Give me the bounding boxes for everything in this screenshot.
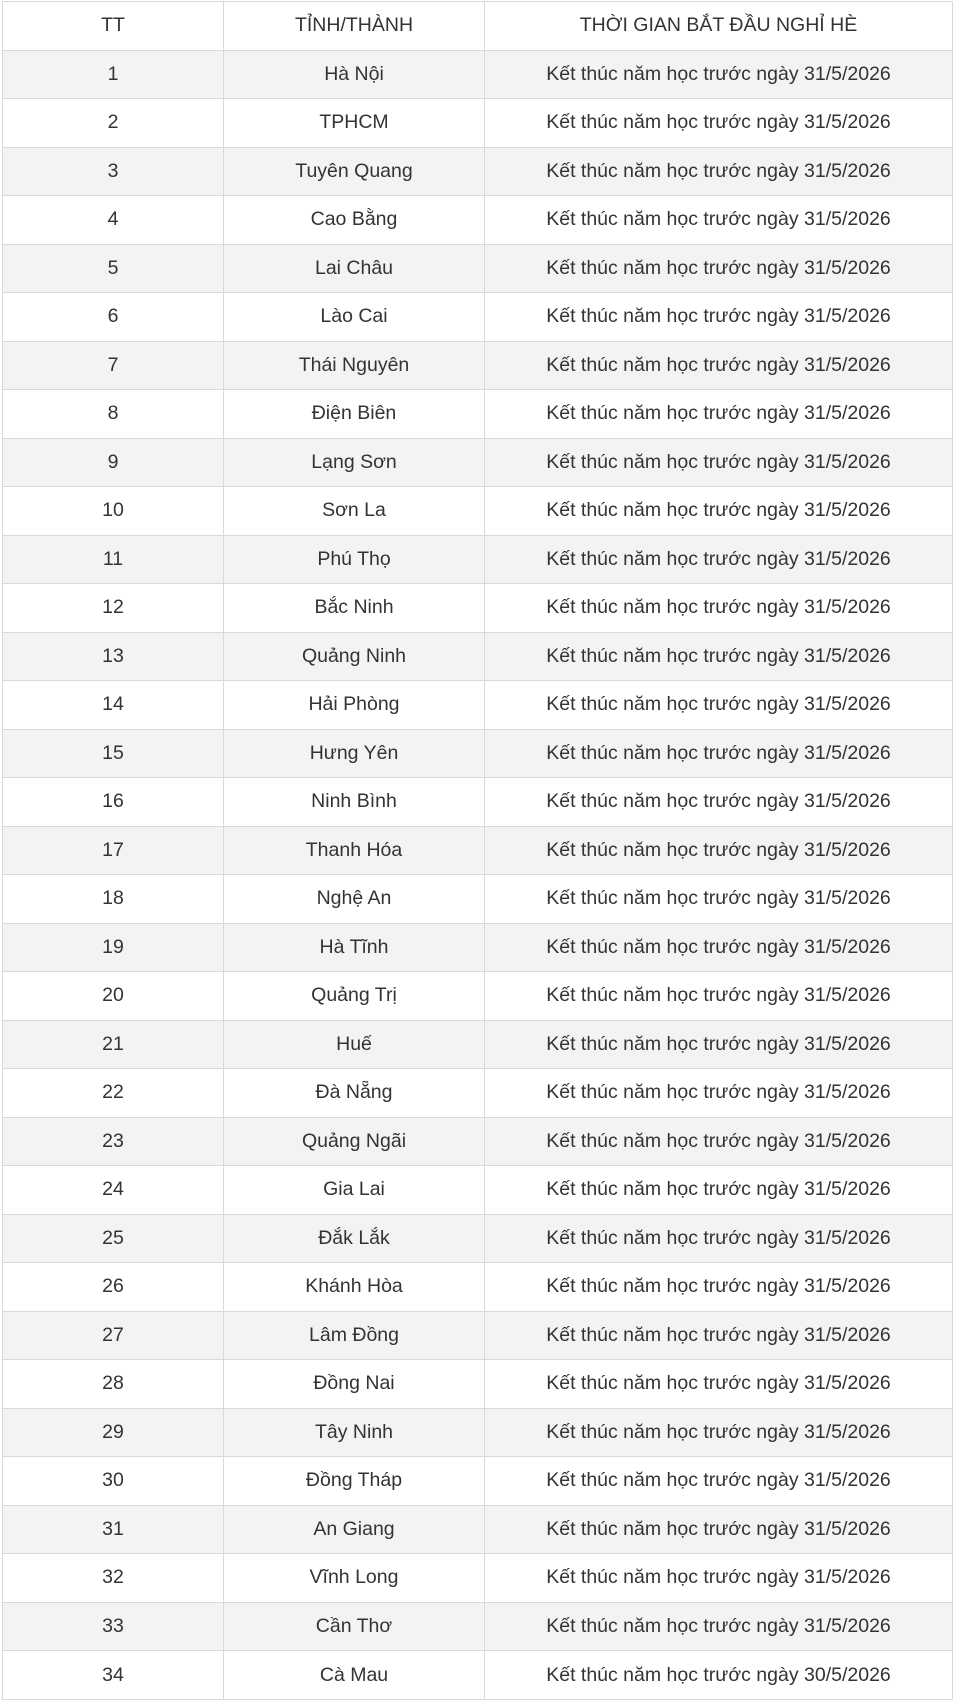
cell-province: Cần Thơ xyxy=(224,1602,485,1651)
cell-tt: 9 xyxy=(3,438,224,487)
cell-tt: 17 xyxy=(3,826,224,875)
cell-tt: 16 xyxy=(3,778,224,827)
cell-tt: 30 xyxy=(3,1457,224,1506)
cell-start-time: Kết thúc năm học trước ngày 31/5/2026 xyxy=(485,1602,953,1651)
cell-tt: 26 xyxy=(3,1263,224,1312)
cell-tt: 28 xyxy=(3,1360,224,1409)
cell-tt: 15 xyxy=(3,729,224,778)
cell-province: Lạng Sơn xyxy=(224,438,485,487)
cell-province: Quảng Ninh xyxy=(224,632,485,681)
table-row xyxy=(3,99,953,148)
cell-tt: 14 xyxy=(3,681,224,730)
table-row xyxy=(3,826,953,875)
cell-start-time: Kết thúc năm học trước ngày 31/5/2026 xyxy=(485,50,953,99)
table-row xyxy=(3,535,953,584)
cell-tt: 10 xyxy=(3,487,224,536)
table-row xyxy=(3,1408,953,1457)
cell-province: Vĩnh Long xyxy=(224,1554,485,1603)
cell-province: Hưng Yên xyxy=(224,729,485,778)
cell-start-time: Kết thúc năm học trước ngày 31/5/2026 xyxy=(485,1554,953,1603)
cell-province: Đồng Tháp xyxy=(224,1457,485,1506)
table-row xyxy=(3,1457,953,1506)
header-row xyxy=(3,2,953,51)
cell-start-time: Kết thúc năm học trước ngày 31/5/2026 xyxy=(485,1457,953,1506)
table-row xyxy=(3,1117,953,1166)
cell-start-time: Kết thúc năm học trước ngày 31/5/2026 xyxy=(485,1020,953,1069)
cell-tt: 29 xyxy=(3,1408,224,1457)
table-row xyxy=(3,1166,953,1215)
cell-tt: 2 xyxy=(3,99,224,148)
table-row xyxy=(3,1311,953,1360)
table-row xyxy=(3,1505,953,1554)
cell-tt: 4 xyxy=(3,196,224,245)
cell-province: Quảng Ngãi xyxy=(224,1117,485,1166)
table-row xyxy=(3,972,953,1021)
cell-province: Quảng Trị xyxy=(224,972,485,1021)
cell-province: Tuyên Quang xyxy=(224,147,485,196)
cell-start-time: Kết thúc năm học trước ngày 31/5/2026 xyxy=(485,729,953,778)
cell-start-time: Kết thúc năm học trước ngày 31/5/2026 xyxy=(485,778,953,827)
cell-start-time: Kết thúc năm học trước ngày 30/5/2026 xyxy=(485,1651,953,1700)
table-row xyxy=(3,50,953,99)
cell-tt: 34 xyxy=(3,1651,224,1700)
cell-province: An Giang xyxy=(224,1505,485,1554)
cell-province: Cao Bằng xyxy=(224,196,485,245)
table-row xyxy=(3,147,953,196)
table-row xyxy=(3,196,953,245)
table-body xyxy=(3,50,953,1700)
cell-tt: 12 xyxy=(3,584,224,633)
cell-start-time: Kết thúc năm học trước ngày 31/5/2026 xyxy=(485,584,953,633)
cell-province: TPHCM xyxy=(224,99,485,148)
cell-start-time: Kết thúc năm học trước ngày 31/5/2026 xyxy=(485,632,953,681)
cell-tt: 18 xyxy=(3,875,224,924)
cell-province: Lai Châu xyxy=(224,244,485,293)
cell-start-time: Kết thúc năm học trước ngày 31/5/2026 xyxy=(485,1505,953,1554)
cell-tt: 32 xyxy=(3,1554,224,1603)
cell-province: Thái Nguyên xyxy=(224,341,485,390)
cell-province: Bắc Ninh xyxy=(224,584,485,633)
cell-tt: 7 xyxy=(3,341,224,390)
cell-province: Lào Cai xyxy=(224,293,485,342)
cell-province: Hà Nội xyxy=(224,50,485,99)
cell-province: Nghệ An xyxy=(224,875,485,924)
cell-tt: 25 xyxy=(3,1214,224,1263)
cell-start-time: Kết thúc năm học trước ngày 31/5/2026 xyxy=(485,438,953,487)
cell-tt: 5 xyxy=(3,244,224,293)
table-row xyxy=(3,1602,953,1651)
cell-tt: 3 xyxy=(3,147,224,196)
cell-start-time: Kết thúc năm học trước ngày 31/5/2026 xyxy=(485,923,953,972)
cell-province: Sơn La xyxy=(224,487,485,536)
cell-start-time: Kết thúc năm học trước ngày 31/5/2026 xyxy=(485,1117,953,1166)
cell-tt: 23 xyxy=(3,1117,224,1166)
header-tt: TT xyxy=(3,2,224,51)
cell-start-time: Kết thúc năm học trước ngày 31/5/2026 xyxy=(485,1311,953,1360)
cell-start-time: Kết thúc năm học trước ngày 31/5/2026 xyxy=(485,1214,953,1263)
table-row xyxy=(3,1651,953,1700)
table-row xyxy=(3,1554,953,1603)
cell-tt: 13 xyxy=(3,632,224,681)
table-row xyxy=(3,390,953,439)
cell-tt: 21 xyxy=(3,1020,224,1069)
cell-province: Tây Ninh xyxy=(224,1408,485,1457)
header-province: TỈNH/THÀNH xyxy=(224,2,485,51)
cell-province: Cà Mau xyxy=(224,1651,485,1700)
cell-province: Khánh Hòa xyxy=(224,1263,485,1312)
cell-tt: 33 xyxy=(3,1602,224,1651)
cell-start-time: Kết thúc năm học trước ngày 31/5/2026 xyxy=(485,99,953,148)
cell-start-time: Kết thúc năm học trước ngày 31/5/2026 xyxy=(485,681,953,730)
cell-tt: 31 xyxy=(3,1505,224,1554)
cell-province: Phú Thọ xyxy=(224,535,485,584)
cell-province: Ninh Bình xyxy=(224,778,485,827)
table-row xyxy=(3,681,953,730)
cell-tt: 20 xyxy=(3,972,224,1021)
cell-tt: 24 xyxy=(3,1166,224,1215)
cell-tt: 27 xyxy=(3,1311,224,1360)
header-start-time: THỜI GIAN BẮT ĐẦU NGHỈ HÈ xyxy=(485,2,953,51)
table-row xyxy=(3,1069,953,1118)
table-row xyxy=(3,1214,953,1263)
table-row xyxy=(3,487,953,536)
cell-start-time: Kết thúc năm học trước ngày 31/5/2026 xyxy=(485,972,953,1021)
cell-tt: 22 xyxy=(3,1069,224,1118)
cell-start-time: Kết thúc năm học trước ngày 31/5/2026 xyxy=(485,244,953,293)
cell-tt: 19 xyxy=(3,923,224,972)
cell-start-time: Kết thúc năm học trước ngày 31/5/2026 xyxy=(485,196,953,245)
cell-province: Đắk Lắk xyxy=(224,1214,485,1263)
cell-start-time: Kết thúc năm học trước ngày 31/5/2026 xyxy=(485,293,953,342)
cell-province: Điện Biên xyxy=(224,390,485,439)
cell-start-time: Kết thúc năm học trước ngày 31/5/2026 xyxy=(485,875,953,924)
table-row xyxy=(3,244,953,293)
cell-start-time: Kết thúc năm học trước ngày 31/5/2026 xyxy=(485,1069,953,1118)
cell-start-time: Kết thúc năm học trước ngày 31/5/2026 xyxy=(485,826,953,875)
summer-break-table xyxy=(2,1,953,1700)
cell-start-time: Kết thúc năm học trước ngày 31/5/2026 xyxy=(485,1408,953,1457)
cell-start-time: Kết thúc năm học trước ngày 31/5/2026 xyxy=(485,1360,953,1409)
table-row xyxy=(3,341,953,390)
cell-tt: 11 xyxy=(3,535,224,584)
table-row xyxy=(3,438,953,487)
cell-start-time: Kết thúc năm học trước ngày 31/5/2026 xyxy=(485,390,953,439)
cell-tt: 8 xyxy=(3,390,224,439)
cell-start-time: Kết thúc năm học trước ngày 31/5/2026 xyxy=(485,147,953,196)
cell-province: Hải Phòng xyxy=(224,681,485,730)
table-row xyxy=(3,632,953,681)
cell-start-time: Kết thúc năm học trước ngày 31/5/2026 xyxy=(485,341,953,390)
table-row xyxy=(3,293,953,342)
cell-tt: 1 xyxy=(3,50,224,99)
cell-province: Lâm Đồng xyxy=(224,1311,485,1360)
cell-start-time: Kết thúc năm học trước ngày 31/5/2026 xyxy=(485,487,953,536)
table-row xyxy=(3,875,953,924)
cell-province: Thanh Hóa xyxy=(224,826,485,875)
table-row xyxy=(3,584,953,633)
cell-province: Hà Tĩnh xyxy=(224,923,485,972)
cell-start-time: Kết thúc năm học trước ngày 31/5/2026 xyxy=(485,535,953,584)
cell-tt: 6 xyxy=(3,293,224,342)
table-row xyxy=(3,778,953,827)
cell-province: Huế xyxy=(224,1020,485,1069)
table-row xyxy=(3,729,953,778)
cell-province: Gia Lai xyxy=(224,1166,485,1215)
table-row xyxy=(3,1360,953,1409)
cell-province: Đà Nẵng xyxy=(224,1069,485,1118)
cell-start-time: Kết thúc năm học trước ngày 31/5/2026 xyxy=(485,1166,953,1215)
cell-start-time: Kết thúc năm học trước ngày 31/5/2026 xyxy=(485,1263,953,1312)
table-row xyxy=(3,923,953,972)
table-row xyxy=(3,1020,953,1069)
cell-province: Đồng Nai xyxy=(224,1360,485,1409)
table-row xyxy=(3,1263,953,1312)
table-header xyxy=(3,2,953,51)
